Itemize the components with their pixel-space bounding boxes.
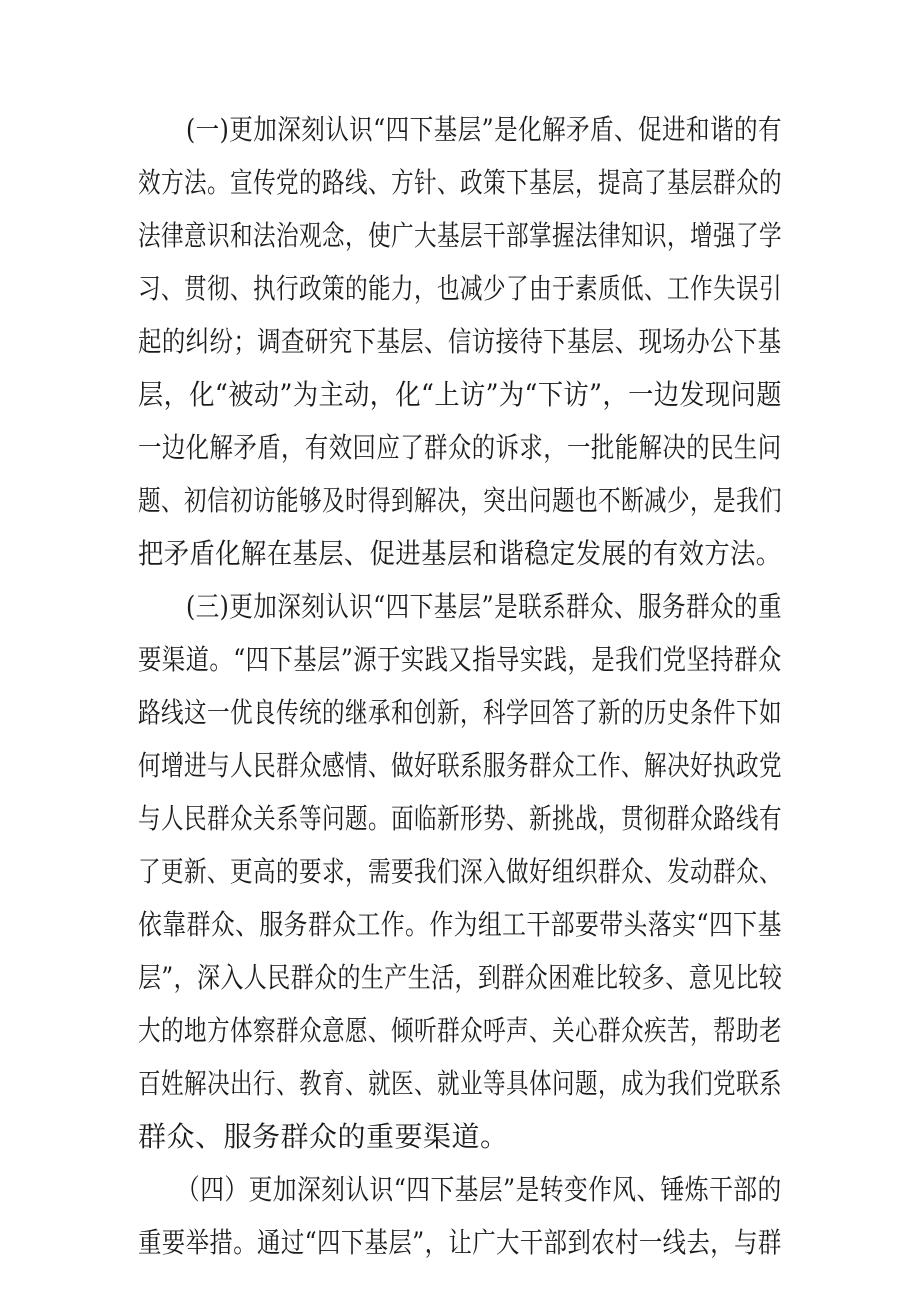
text-line: 了更新、更高的要求，需要我们深入做好组织群众、发动群众、 xyxy=(138,855,783,888)
text-line: 效方法。宣传党的路线、方针、政策下基层，提高了基层群众的 xyxy=(138,166,783,199)
text-line: 把矛盾化解在基层、促进基层和谐稳定发展的有效方法。 xyxy=(138,537,782,570)
text-line: 路线这一优良传统的继承和创新，科学回答了新的历史条件下如 xyxy=(138,696,783,729)
text-line: 何增进与人民群众感情、做好联系服务群众工作、解决好执政党 xyxy=(138,749,783,782)
text-line: 大的地方体察群众意愿、倾听群众呼声、关心群众疾苦，帮助老 xyxy=(138,1014,783,1047)
text-line: 依靠群众、服务群众工作。作为组工干部要带头落实“四下基 xyxy=(138,908,782,941)
text-line: 题、初信初访能够及时得到解决，突出问题也不断减少，是我们 xyxy=(138,484,783,517)
text-line: 层，化“被动”为主动，化“上访”为“下访”，一边发现问题 xyxy=(138,378,782,411)
text-line: 起的纠纷；调查研究下基层、信访接待下基层、现场办公下基 xyxy=(138,325,782,358)
text-line: 重要举措。通过“四下基层”，让广大干部到农村一线去，与群 xyxy=(138,1226,782,1259)
text-line: 习、贯彻、执行政策的能力，也减少了由于素质低、工作失误引 xyxy=(138,272,783,305)
text-line: 与人民群众关系等问题。面临新形势、新挑战，贯彻群众路线有 xyxy=(138,802,783,835)
text-line: 层”，深入人民群众的生产生活，到群众困难比较多、意见比较 xyxy=(138,961,783,994)
text-line: （四）更加深刻认识“四下基层”是转变作风、锤炼干部的 xyxy=(176,1173,782,1206)
text-line: (一)更加深刻认识“四下基层”是化解矛盾、促进和谐的有 xyxy=(186,113,782,146)
text-line: 要渠道。“四下基层”源于实践又指导实践，是我们党坚持群众 xyxy=(138,643,782,676)
text-line: 群众、服务群众的重要渠道。 xyxy=(138,1120,509,1153)
text-line: (三)更加深刻认识“四下基层”是联系群众、服务群众的重 xyxy=(186,590,782,623)
text-line: 一边化解矛盾，有效回应了群众的诉求，一批能解决的民生问 xyxy=(138,431,782,464)
text-line: 法律意识和法治观念，使广大基层干部掌握法律知识，增强了学 xyxy=(138,219,783,252)
text-line: 百姓解决出行、教育、就医、就业等具体问题，成为我们党联系 xyxy=(138,1067,783,1100)
